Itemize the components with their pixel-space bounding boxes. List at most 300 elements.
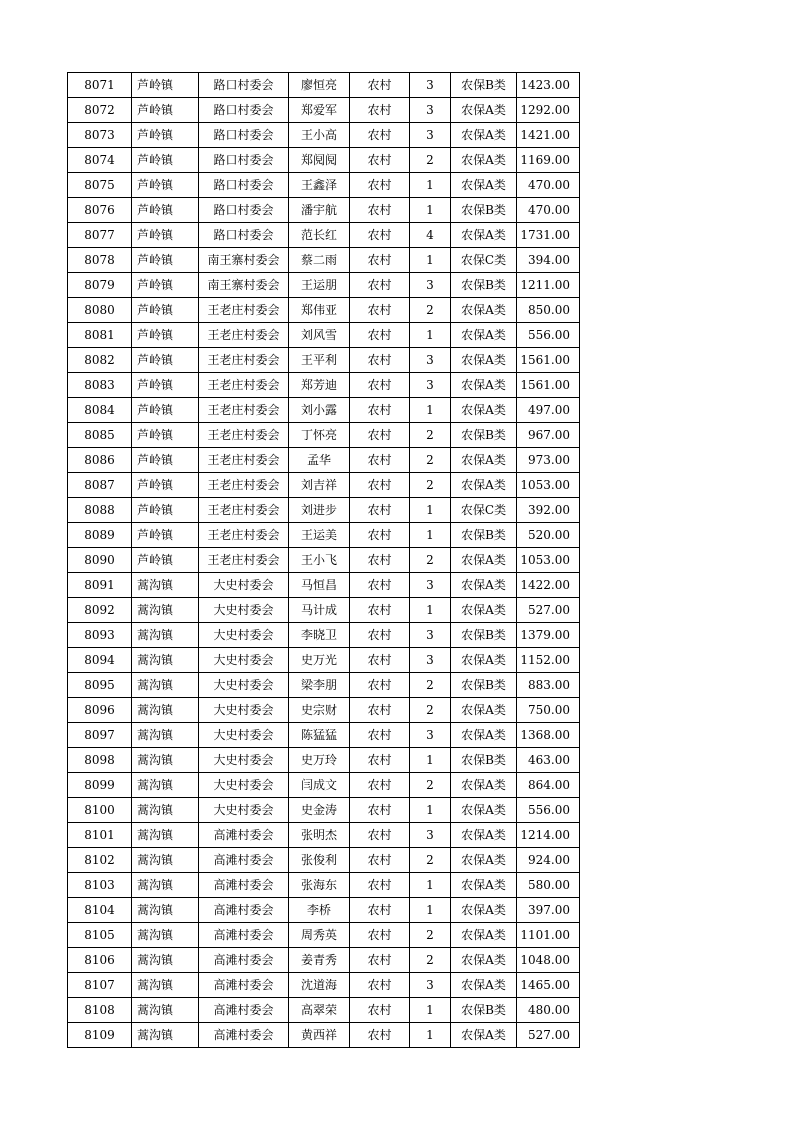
household-count-cell: 2 — [410, 473, 451, 498]
table-row — [68, 173, 580, 198]
area-type-cell: 农村 — [350, 98, 410, 123]
amount-cell: 1211.00 — [517, 273, 580, 298]
amount-cell: 883.00 — [517, 673, 580, 698]
village-committee-cell: 路口村委会 — [199, 223, 289, 248]
village-committee-cell: 大史村委会 — [199, 773, 289, 798]
area-type-cell: 农村 — [350, 498, 410, 523]
area-type-cell: 农村 — [350, 123, 410, 148]
person-name-cell: 潘宇航 — [289, 198, 350, 223]
amount-cell: 463.00 — [517, 748, 580, 773]
table-row — [68, 673, 580, 698]
household-count-cell: 3 — [410, 348, 451, 373]
household-count-cell: 2 — [410, 773, 451, 798]
person-name-cell: 史宗财 — [289, 698, 350, 723]
serial-number-cell: 8106 — [68, 948, 132, 973]
amount-cell: 470.00 — [517, 198, 580, 223]
insurance-category-cell: 农保A类 — [451, 598, 517, 623]
person-name-cell: 廖恒亮 — [289, 73, 350, 98]
village-committee-cell: 王老庄村委会 — [199, 323, 289, 348]
insurance-category-cell: 农保C类 — [451, 248, 517, 273]
serial-number-cell: 8094 — [68, 648, 132, 673]
household-count-cell: 1 — [410, 748, 451, 773]
table-row — [68, 573, 580, 598]
insurance-category-cell: 农保A类 — [451, 823, 517, 848]
amount-cell: 470.00 — [517, 173, 580, 198]
person-name-cell: 高翠荣 — [289, 998, 350, 1023]
village-committee-cell: 王老庄村委会 — [199, 348, 289, 373]
household-count-cell: 3 — [410, 973, 451, 998]
household-count-cell: 2 — [410, 923, 451, 948]
insurance-category-cell: 农保A类 — [451, 898, 517, 923]
amount-cell: 750.00 — [517, 698, 580, 723]
village-committee-cell: 高滩村委会 — [199, 923, 289, 948]
area-type-cell: 农村 — [350, 748, 410, 773]
town-cell: 芦岭镇 — [132, 98, 199, 123]
insurance-category-cell: 农保A类 — [451, 923, 517, 948]
insurance-category-cell: 农保A类 — [451, 173, 517, 198]
insurance-category-cell: 农保A类 — [451, 723, 517, 748]
insurance-category-cell: 农保A类 — [451, 398, 517, 423]
insurance-category-cell: 农保A类 — [451, 1023, 517, 1048]
town-cell: 蒿沟镇 — [132, 573, 199, 598]
serial-number-cell: 8091 — [68, 573, 132, 598]
household-count-cell: 1 — [410, 1023, 451, 1048]
household-count-cell: 3 — [410, 823, 451, 848]
table-row — [68, 998, 580, 1023]
amount-cell: 864.00 — [517, 773, 580, 798]
household-count-cell: 3 — [410, 723, 451, 748]
household-count-cell: 2 — [410, 673, 451, 698]
town-cell: 芦岭镇 — [132, 298, 199, 323]
household-count-cell: 1 — [410, 598, 451, 623]
table-row — [68, 98, 580, 123]
insurance-category-cell: 农保B类 — [451, 423, 517, 448]
person-name-cell: 刘风雪 — [289, 323, 350, 348]
village-committee-cell: 高滩村委会 — [199, 998, 289, 1023]
insurance-category-cell: 农保B类 — [451, 673, 517, 698]
area-type-cell: 农村 — [350, 673, 410, 698]
serial-number-cell: 8081 — [68, 323, 132, 348]
insurance-category-cell: 农保A类 — [451, 473, 517, 498]
insurance-category-cell: 农保A类 — [451, 148, 517, 173]
amount-cell: 973.00 — [517, 448, 580, 473]
village-committee-cell: 高滩村委会 — [199, 823, 289, 848]
amount-cell: 394.00 — [517, 248, 580, 273]
insurance-category-cell: 农保A类 — [451, 873, 517, 898]
town-cell: 芦岭镇 — [132, 123, 199, 148]
table-row — [68, 873, 580, 898]
table-row — [68, 1023, 580, 1048]
person-name-cell: 王小高 — [289, 123, 350, 148]
table-row — [68, 923, 580, 948]
household-count-cell: 3 — [410, 648, 451, 673]
village-committee-cell: 大史村委会 — [199, 648, 289, 673]
insurance-category-cell: 农保A类 — [451, 973, 517, 998]
town-cell: 蒿沟镇 — [132, 848, 199, 873]
household-count-cell: 3 — [410, 73, 451, 98]
area-type-cell: 农村 — [350, 723, 410, 748]
serial-number-cell: 8096 — [68, 698, 132, 723]
amount-cell: 392.00 — [517, 498, 580, 523]
amount-cell: 1423.00 — [517, 73, 580, 98]
area-type-cell: 农村 — [350, 898, 410, 923]
person-name-cell: 丁怀亮 — [289, 423, 350, 448]
household-count-cell: 1 — [410, 898, 451, 923]
table-body — [68, 73, 580, 1048]
table-row — [68, 348, 580, 373]
village-committee-cell: 高滩村委会 — [199, 848, 289, 873]
serial-number-cell: 8092 — [68, 598, 132, 623]
household-count-cell: 1 — [410, 998, 451, 1023]
area-type-cell: 农村 — [350, 998, 410, 1023]
table-row — [68, 473, 580, 498]
town-cell: 蒿沟镇 — [132, 1023, 199, 1048]
town-cell: 芦岭镇 — [132, 423, 199, 448]
person-name-cell: 范长红 — [289, 223, 350, 248]
town-cell: 蒿沟镇 — [132, 698, 199, 723]
household-count-cell: 3 — [410, 123, 451, 148]
serial-number-cell: 8095 — [68, 673, 132, 698]
table-row — [68, 298, 580, 323]
table-row — [68, 398, 580, 423]
town-cell: 蒿沟镇 — [132, 948, 199, 973]
amount-cell: 527.00 — [517, 598, 580, 623]
area-type-cell: 农村 — [350, 823, 410, 848]
insurance-category-cell: 农保A类 — [451, 98, 517, 123]
village-committee-cell: 大史村委会 — [199, 798, 289, 823]
town-cell: 蒿沟镇 — [132, 598, 199, 623]
village-committee-cell: 高滩村委会 — [199, 1023, 289, 1048]
town-cell: 蒿沟镇 — [132, 923, 199, 948]
town-cell: 蒿沟镇 — [132, 873, 199, 898]
village-committee-cell: 大史村委会 — [199, 748, 289, 773]
serial-number-cell: 8108 — [68, 998, 132, 1023]
person-name-cell: 姜青秀 — [289, 948, 350, 973]
amount-cell: 1421.00 — [517, 123, 580, 148]
insurance-category-cell: 农保A类 — [451, 773, 517, 798]
amount-cell: 1101.00 — [517, 923, 580, 948]
amount-cell: 527.00 — [517, 1023, 580, 1048]
area-type-cell: 农村 — [350, 298, 410, 323]
amount-cell: 1465.00 — [517, 973, 580, 998]
household-count-cell: 3 — [410, 273, 451, 298]
serial-number-cell: 8101 — [68, 823, 132, 848]
village-committee-cell: 高滩村委会 — [199, 898, 289, 923]
serial-number-cell: 8109 — [68, 1023, 132, 1048]
insurance-category-cell: 农保A类 — [451, 848, 517, 873]
serial-number-cell: 8072 — [68, 98, 132, 123]
insurance-category-cell: 农保A类 — [451, 448, 517, 473]
area-type-cell: 农村 — [350, 923, 410, 948]
insurance-category-cell: 农保A类 — [451, 123, 517, 148]
person-name-cell: 郑伟亚 — [289, 298, 350, 323]
insurance-category-cell: 农保A类 — [451, 298, 517, 323]
insurance-category-cell: 农保A类 — [451, 573, 517, 598]
area-type-cell: 农村 — [350, 273, 410, 298]
serial-number-cell: 8074 — [68, 148, 132, 173]
area-type-cell: 农村 — [350, 373, 410, 398]
village-committee-cell: 王老庄村委会 — [199, 498, 289, 523]
serial-number-cell: 8079 — [68, 273, 132, 298]
town-cell: 芦岭镇 — [132, 323, 199, 348]
serial-number-cell: 8099 — [68, 773, 132, 798]
table-row — [68, 448, 580, 473]
table-row — [68, 773, 580, 798]
amount-cell: 967.00 — [517, 423, 580, 448]
town-cell: 蒿沟镇 — [132, 723, 199, 748]
amount-cell: 1731.00 — [517, 223, 580, 248]
household-count-cell: 2 — [410, 548, 451, 573]
amount-cell: 480.00 — [517, 998, 580, 1023]
household-count-cell: 4 — [410, 223, 451, 248]
area-type-cell: 农村 — [350, 73, 410, 98]
person-name-cell: 李晓卫 — [289, 623, 350, 648]
serial-number-cell: 8086 — [68, 448, 132, 473]
town-cell: 芦岭镇 — [132, 148, 199, 173]
household-count-cell: 3 — [410, 573, 451, 598]
person-name-cell: 刘进步 — [289, 498, 350, 523]
household-count-cell: 3 — [410, 373, 451, 398]
table-row — [68, 598, 580, 623]
town-cell: 芦岭镇 — [132, 348, 199, 373]
area-type-cell: 农村 — [350, 698, 410, 723]
person-name-cell: 王小飞 — [289, 548, 350, 573]
person-name-cell: 刘小露 — [289, 398, 350, 423]
amount-cell: 1048.00 — [517, 948, 580, 973]
amount-cell: 1169.00 — [517, 148, 580, 173]
household-count-cell: 1 — [410, 798, 451, 823]
amount-cell: 1561.00 — [517, 373, 580, 398]
household-count-cell: 1 — [410, 173, 451, 198]
person-name-cell: 闫成文 — [289, 773, 350, 798]
serial-number-cell: 8100 — [68, 798, 132, 823]
table-row — [68, 648, 580, 673]
village-committee-cell: 王老庄村委会 — [199, 373, 289, 398]
insurance-category-cell: 农保C类 — [451, 498, 517, 523]
town-cell: 蒿沟镇 — [132, 798, 199, 823]
person-name-cell: 梁李朋 — [289, 673, 350, 698]
area-type-cell: 农村 — [350, 623, 410, 648]
serial-number-cell: 8080 — [68, 298, 132, 323]
village-committee-cell: 王老庄村委会 — [199, 423, 289, 448]
table-row — [68, 523, 580, 548]
village-committee-cell: 大史村委会 — [199, 598, 289, 623]
area-type-cell: 农村 — [350, 198, 410, 223]
serial-number-cell: 8085 — [68, 423, 132, 448]
area-type-cell: 农村 — [350, 1023, 410, 1048]
table-row — [68, 248, 580, 273]
area-type-cell: 农村 — [350, 948, 410, 973]
household-count-cell: 1 — [410, 323, 451, 348]
serial-number-cell: 8083 — [68, 373, 132, 398]
village-committee-cell: 路口村委会 — [199, 173, 289, 198]
person-name-cell: 马恒昌 — [289, 573, 350, 598]
insurance-category-cell: 农保B类 — [451, 273, 517, 298]
village-committee-cell: 路口村委会 — [199, 148, 289, 173]
town-cell: 芦岭镇 — [132, 548, 199, 573]
insurance-category-cell: 农保B类 — [451, 198, 517, 223]
town-cell: 蒿沟镇 — [132, 673, 199, 698]
village-committee-cell: 王老庄村委会 — [199, 298, 289, 323]
area-type-cell: 农村 — [350, 598, 410, 623]
serial-number-cell: 8103 — [68, 873, 132, 898]
town-cell: 蒿沟镇 — [132, 998, 199, 1023]
insurance-category-cell: 农保B类 — [451, 623, 517, 648]
serial-number-cell: 8078 — [68, 248, 132, 273]
village-committee-cell: 路口村委会 — [199, 73, 289, 98]
table-row — [68, 823, 580, 848]
insurance-category-cell: 农保A类 — [451, 548, 517, 573]
person-name-cell: 张海东 — [289, 873, 350, 898]
town-cell: 芦岭镇 — [132, 398, 199, 423]
village-committee-cell: 路口村委会 — [199, 98, 289, 123]
household-count-cell: 3 — [410, 98, 451, 123]
table-row — [68, 848, 580, 873]
amount-cell: 850.00 — [517, 298, 580, 323]
village-committee-cell: 大史村委会 — [199, 623, 289, 648]
household-count-cell: 2 — [410, 948, 451, 973]
person-name-cell: 张俊利 — [289, 848, 350, 873]
insurance-category-cell: 农保A类 — [451, 798, 517, 823]
village-committee-cell: 南王寨村委会 — [199, 273, 289, 298]
household-count-cell: 2 — [410, 698, 451, 723]
serial-number-cell: 8107 — [68, 973, 132, 998]
village-committee-cell: 王老庄村委会 — [199, 448, 289, 473]
person-name-cell: 郑芳迪 — [289, 373, 350, 398]
area-type-cell: 农村 — [350, 798, 410, 823]
insurance-category-cell: 农保B类 — [451, 523, 517, 548]
serial-number-cell: 8089 — [68, 523, 132, 548]
person-name-cell: 蔡二雨 — [289, 248, 350, 273]
area-type-cell: 农村 — [350, 348, 410, 373]
town-cell: 蒿沟镇 — [132, 898, 199, 923]
table-row — [68, 498, 580, 523]
table-row — [68, 198, 580, 223]
town-cell: 芦岭镇 — [132, 73, 199, 98]
town-cell: 芦岭镇 — [132, 248, 199, 273]
insurance-category-cell: 农保A类 — [451, 223, 517, 248]
area-type-cell: 农村 — [350, 323, 410, 348]
table-row — [68, 898, 580, 923]
household-count-cell: 1 — [410, 398, 451, 423]
town-cell: 芦岭镇 — [132, 373, 199, 398]
serial-number-cell: 8093 — [68, 623, 132, 648]
serial-number-cell: 8082 — [68, 348, 132, 373]
village-committee-cell: 高滩村委会 — [199, 973, 289, 998]
serial-number-cell: 8071 — [68, 73, 132, 98]
table-row — [68, 223, 580, 248]
area-type-cell: 农村 — [350, 148, 410, 173]
area-type-cell: 农村 — [350, 573, 410, 598]
town-cell: 芦岭镇 — [132, 523, 199, 548]
town-cell: 蒿沟镇 — [132, 623, 199, 648]
person-name-cell: 王平利 — [289, 348, 350, 373]
household-count-cell: 1 — [410, 198, 451, 223]
area-type-cell: 农村 — [350, 773, 410, 798]
table-row — [68, 73, 580, 98]
person-name-cell: 孟华 — [289, 448, 350, 473]
insurance-category-cell: 农保B类 — [451, 73, 517, 98]
village-committee-cell: 王老庄村委会 — [199, 398, 289, 423]
amount-cell: 1053.00 — [517, 473, 580, 498]
village-committee-cell: 高滩村委会 — [199, 948, 289, 973]
amount-cell: 580.00 — [517, 873, 580, 898]
serial-number-cell: 8084 — [68, 398, 132, 423]
serial-number-cell: 8088 — [68, 498, 132, 523]
amount-cell: 1368.00 — [517, 723, 580, 748]
serial-number-cell: 8076 — [68, 198, 132, 223]
village-committee-cell: 大史村委会 — [199, 673, 289, 698]
table-row — [68, 548, 580, 573]
insurance-category-cell: 农保A类 — [451, 948, 517, 973]
table-row — [68, 798, 580, 823]
table-row — [68, 748, 580, 773]
town-cell: 蒿沟镇 — [132, 648, 199, 673]
village-committee-cell: 大史村委会 — [199, 573, 289, 598]
person-name-cell: 王鑫泽 — [289, 173, 350, 198]
village-committee-cell: 南王寨村委会 — [199, 248, 289, 273]
household-count-cell: 1 — [410, 498, 451, 523]
person-name-cell: 郑阋阋 — [289, 148, 350, 173]
person-name-cell: 沈道海 — [289, 973, 350, 998]
town-cell: 蒿沟镇 — [132, 973, 199, 998]
table-row — [68, 948, 580, 973]
person-name-cell: 李桥 — [289, 898, 350, 923]
table-row — [68, 323, 580, 348]
area-type-cell: 农村 — [350, 523, 410, 548]
household-count-cell: 2 — [410, 148, 451, 173]
town-cell: 芦岭镇 — [132, 473, 199, 498]
insurance-category-cell: 农保A类 — [451, 698, 517, 723]
town-cell: 蒿沟镇 — [132, 823, 199, 848]
serial-number-cell: 8077 — [68, 223, 132, 248]
area-type-cell: 农村 — [350, 973, 410, 998]
amount-cell: 1292.00 — [517, 98, 580, 123]
household-count-cell: 2 — [410, 298, 451, 323]
serial-number-cell: 8087 — [68, 473, 132, 498]
household-count-cell: 3 — [410, 623, 451, 648]
serial-number-cell: 8075 — [68, 173, 132, 198]
table-row — [68, 973, 580, 998]
amount-cell: 556.00 — [517, 323, 580, 348]
amount-cell: 924.00 — [517, 848, 580, 873]
insurance-category-cell: 农保B类 — [451, 998, 517, 1023]
area-type-cell: 农村 — [350, 398, 410, 423]
town-cell: 芦岭镇 — [132, 198, 199, 223]
person-name-cell: 史万玲 — [289, 748, 350, 773]
table-row — [68, 123, 580, 148]
amount-cell: 1561.00 — [517, 348, 580, 373]
table-row — [68, 623, 580, 648]
serial-number-cell: 8073 — [68, 123, 132, 148]
table-row — [68, 148, 580, 173]
village-committee-cell: 路口村委会 — [199, 198, 289, 223]
table-row — [68, 373, 580, 398]
amount-cell: 520.00 — [517, 523, 580, 548]
area-type-cell: 农村 — [350, 223, 410, 248]
insurance-category-cell: 农保A类 — [451, 348, 517, 373]
person-name-cell: 王运美 — [289, 523, 350, 548]
insurance-category-cell: 农保A类 — [451, 648, 517, 673]
table-row — [68, 723, 580, 748]
person-name-cell: 周秀英 — [289, 923, 350, 948]
area-type-cell: 农村 — [350, 473, 410, 498]
town-cell: 芦岭镇 — [132, 223, 199, 248]
amount-cell: 1053.00 — [517, 548, 580, 573]
village-committee-cell: 大史村委会 — [199, 723, 289, 748]
serial-number-cell: 8104 — [68, 898, 132, 923]
town-cell: 芦岭镇 — [132, 448, 199, 473]
